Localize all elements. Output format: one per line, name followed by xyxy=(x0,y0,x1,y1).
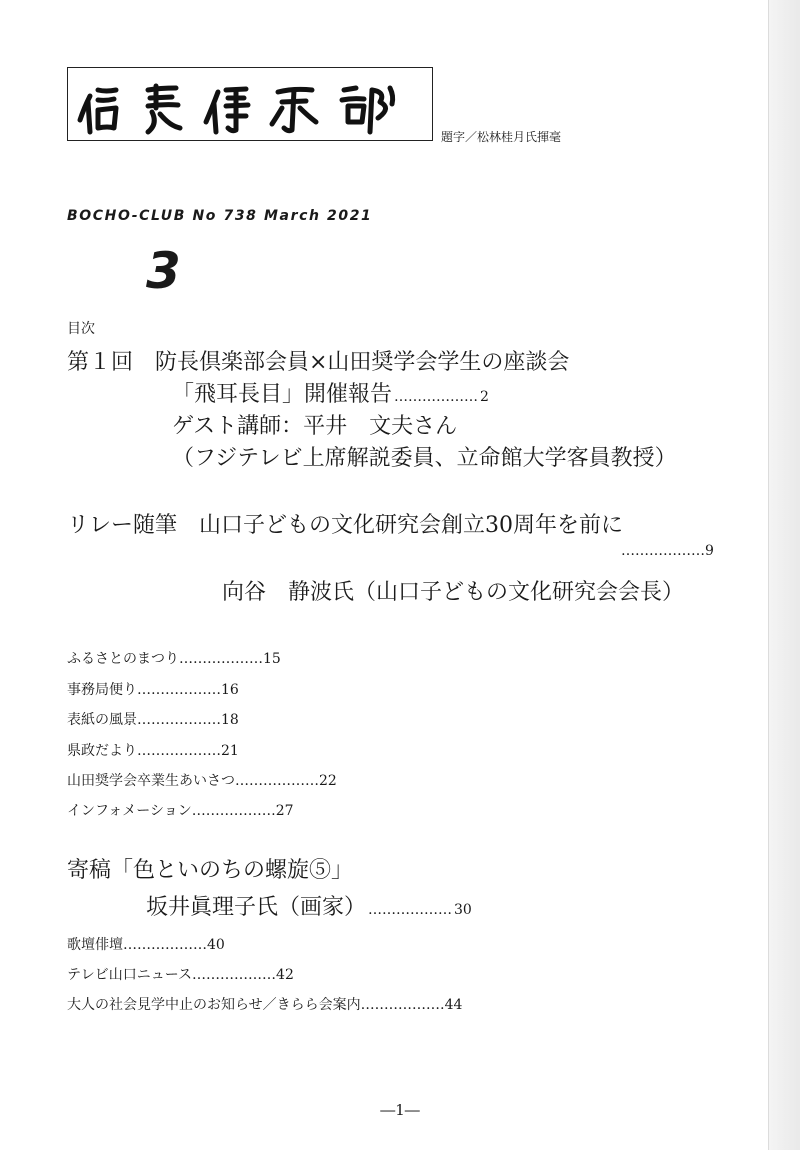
list-item[interactable] xyxy=(67,770,337,790)
page-number: 21 xyxy=(221,743,239,759)
feature1-guest: ゲスト講師：平井 文夫さん xyxy=(172,414,458,439)
dot-leader: ……………… xyxy=(368,902,453,918)
dot-leader: ……………… xyxy=(191,803,276,819)
dot-leader: ……………… xyxy=(394,389,479,405)
item-title: 事務局便り xyxy=(67,682,137,698)
list-item[interactable] xyxy=(67,994,462,1014)
feature1-subtitle-line[interactable] xyxy=(172,382,489,408)
feature2-page-line xyxy=(621,543,714,559)
item-title: ふるさとのまつり xyxy=(67,651,179,667)
issue-line: BOCHO-CLUB No 738 March 2021 xyxy=(67,208,373,224)
page-folio: ―1― xyxy=(380,1101,420,1119)
dot-leader: ……………… xyxy=(360,997,445,1013)
dot-leader: ……………… xyxy=(235,773,319,789)
masthead-calligraphy xyxy=(68,68,434,142)
list-item[interactable] xyxy=(67,648,281,668)
feature1-heading[interactable]: 第１回 防長倶楽部会員×山田奨学会学生の座談会 xyxy=(67,350,570,375)
item-title: インフォメーション xyxy=(67,803,192,819)
feature1-guest-affiliation: （フジテレビ上席解説委員、立命館大学客員教授） xyxy=(172,446,677,471)
feature3-author: 坂井眞理子氏（画家） xyxy=(146,895,367,920)
dot-leader: ……………… xyxy=(137,743,221,759)
dot-leader: ……………… xyxy=(192,967,277,983)
page-number: 40 xyxy=(207,937,225,953)
feature2-heading[interactable]: リレー随筆 山口子どもの文化研究会創立30周年を前に xyxy=(67,513,623,538)
feature3-author-line xyxy=(146,895,472,921)
list-item[interactable] xyxy=(67,740,239,760)
item-title: 歌壇俳壇 xyxy=(67,937,123,953)
toc-label: 目次 xyxy=(67,321,95,337)
page-number: 22 xyxy=(319,773,337,789)
feature1-subtitle: 「飛耳長目」開催報告 xyxy=(172,382,393,407)
masthead-box xyxy=(67,67,433,141)
feature2-author: 向谷 静波氏（山口子どもの文化研究会会長） xyxy=(222,580,685,605)
page-number: 30 xyxy=(454,902,472,918)
dot-leader: ……………… xyxy=(179,651,263,667)
page-number: 16 xyxy=(221,682,239,698)
month-number: 3 xyxy=(146,242,181,300)
page-number: 42 xyxy=(276,967,294,983)
item-title: 表紙の風景 xyxy=(67,712,137,728)
page-number: 44 xyxy=(444,997,463,1013)
page-number: 9 xyxy=(705,543,714,559)
list-item[interactable] xyxy=(67,964,294,984)
list-item[interactable] xyxy=(67,709,239,729)
item-title: 県政だより xyxy=(67,743,137,759)
dot-leader: ……………… xyxy=(621,543,705,559)
list-item[interactable] xyxy=(67,934,225,954)
page-number: 2 xyxy=(480,389,489,405)
item-title: 大人の社会見学中止のお知らせ／きらら会案内 xyxy=(67,997,361,1013)
dot-leader: ……………… xyxy=(137,712,221,728)
dot-leader: ……………… xyxy=(123,937,207,953)
feature3-heading[interactable]: 寄稿「色といのちの螺旋⑤」 xyxy=(67,858,354,883)
calligraphy-credit: 題字／松林桂月氏揮毫 xyxy=(441,130,562,144)
dot-leader: ……………… xyxy=(137,682,221,698)
list-item[interactable] xyxy=(67,800,294,820)
list-item[interactable] xyxy=(67,679,239,699)
page-number: 27 xyxy=(275,803,294,819)
page-edge xyxy=(768,0,800,1150)
item-title: 山田奨学会卒業生あいさつ xyxy=(67,773,235,789)
item-title: テレビ山口ニュース xyxy=(67,967,193,983)
page-number: 18 xyxy=(221,712,239,728)
page-number: 15 xyxy=(263,651,281,667)
